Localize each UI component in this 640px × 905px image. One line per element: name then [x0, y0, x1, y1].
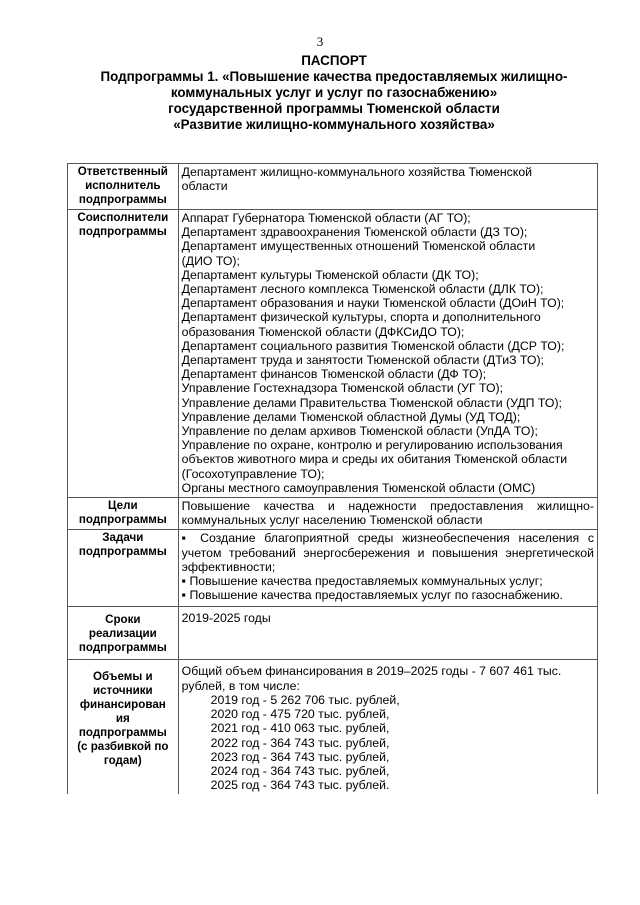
- heading-line: «Развитие жилищно-коммунального хозяйства»: [173, 117, 495, 132]
- row-terms: [68, 607, 598, 660]
- page-number: 3: [316, 34, 324, 49]
- heading-line: ПАСПОРТ: [301, 53, 367, 68]
- funding-year-item: 2025 год - 364 743 тыс. рублей.: [210, 778, 390, 793]
- label-terms: Сроки реализации подпрограммы: [68, 607, 179, 660]
- co-executor-item: Департамент культуры Тюменской области (ДК ТО);: [181, 267, 479, 282]
- co-executor-item: объектов животного мира и среды их обитания Тюменской области: [181, 452, 568, 467]
- funding-year-item: 2023 год - 364 743 тыс. рублей,: [210, 749, 390, 764]
- co-executor-item: Управление по делам архивов Тюменской области (УпДА ТО);: [181, 424, 538, 439]
- label-co-executors: Соисполнители подпрограммы: [68, 210, 179, 498]
- heading-line: коммунальных услуг и услуг по газоснабжению»: [170, 85, 498, 100]
- row-funding: [68, 660, 598, 794]
- co-executor-item: Департамент физической культуры, спорта и дополнительного: [181, 310, 541, 325]
- funding-year-item: 2020 год - 475 720 тыс. рублей,: [210, 707, 390, 722]
- funding-year-item: 2024 год - 364 743 тыс. рублей,: [210, 763, 390, 778]
- co-executor-item: Управление делами Тюменской областной Думы (УД ТОД);: [181, 409, 521, 424]
- co-executor-item: Департамент имущественных отношений Тюменской области: [181, 239, 536, 254]
- value-co-executors: [178, 210, 597, 498]
- passport-table: [67, 163, 598, 794]
- task-item: ▪ Повышение качества предоставляемых коммунальных услуг;: [182, 574, 594, 588]
- value-goals: Повышение качества и надежности предоставления жилищно- коммунальных услуг населению Тюменской области: [178, 498, 597, 530]
- label-responsible: Ответственный исполнитель подпрограммы: [68, 164, 179, 210]
- label-funding: Объемы и источники финансирован ия подпрограммы (с разбивкой по годам): [68, 660, 179, 794]
- heading-line: государственной программы Тюменской области: [168, 101, 500, 116]
- co-executor-item: (Госохотуправление ТО);: [181, 466, 325, 481]
- co-executor-item: Управление делами Правительства Тюменской области (УДП ТО);: [181, 395, 562, 410]
- value-terms: 2019-2025 годы: [178, 607, 597, 660]
- co-executor-item: Департамент финансов Тюменской области (ДФ ТО);: [181, 367, 487, 382]
- co-executor-item: Управление по охране, контролю и регулированию использования: [181, 438, 563, 453]
- co-executor-item: Департамент социального развития Тюменской области (ДСР ТО);: [181, 338, 565, 353]
- task-item: ▪ Повышение качества предоставляемых услуг по газоснабжению.: [182, 588, 594, 602]
- document-heading: [60, 53, 608, 133]
- funding-year-item: 2019 год - 5 262 706 тыс. рублей,: [210, 692, 400, 707]
- value-responsible: Департамент жилищно-коммунального хозяйства Тюменской области: [178, 164, 597, 210]
- co-executor-item: (ДИО ТО);: [181, 253, 240, 268]
- co-executor-item: образования Тюменской области (ДФКСиДО ТО);: [181, 324, 465, 339]
- heading-line: Подпрограммы 1. «Повышение качества предоставляемых жилищно-: [100, 69, 568, 84]
- co-executor-item: Департамент здравоохранения Тюменской области (ДЗ ТО);: [181, 225, 528, 240]
- value-funding: Общий объем финансирования в 2019–2025 годы - 7 607 461 тыс. рублей, в том числе: 2019 год - 5 262 706 тыс. рублей, 2020 год - 475 720 тыс. рублей, 2021 год - 410 063 тыс. рублей, 2022 год - 364 743 тыс. рублей, 2023 год - 364 743 тыс. рублей, 2024 год - 364 743 тыс. рублей, 2025 год - 364 743 тыс. рублей.: [178, 660, 597, 794]
- row-goals: [68, 498, 598, 530]
- co-executor-item: Управление Гостехнадзора Тюменской области (УГ ТО);: [181, 381, 504, 396]
- label-tasks: Задачи подпрограммы: [68, 530, 179, 607]
- row-tasks: [68, 530, 598, 607]
- row-co-executors: [68, 210, 598, 498]
- label-goals: Цели подпрограммы: [68, 498, 179, 530]
- co-executor-item: Аппарат Губернатора Тюменской области (АГ ТО);: [181, 211, 471, 225]
- funding-year-item: 2021 год - 410 063 тыс. рублей,: [210, 721, 390, 736]
- co-executor-item: Департамент образования и науки Тюменской области (ДОиН ТО);: [181, 296, 565, 311]
- funding-year-item: 2022 год - 364 743 тыс. рублей,: [210, 735, 390, 750]
- row-responsible: [68, 164, 598, 210]
- task-item: ▪ Создание благоприятной среды жизнеобеспечения населения с учетом требований энергосбережения и повышения энергетической эффективности;: [182, 531, 594, 574]
- value-tasks: [178, 530, 597, 607]
- co-executor-item: Органы местного самоуправления Тюменской области (ОМС): [181, 480, 536, 495]
- co-executor-item: Департамент труда и занятости Тюменской области (ДТиЗ ТО);: [181, 353, 544, 368]
- co-executor-item: Департамент лесного комплекса Тюменской области (ДЛК ТО);: [181, 282, 544, 297]
